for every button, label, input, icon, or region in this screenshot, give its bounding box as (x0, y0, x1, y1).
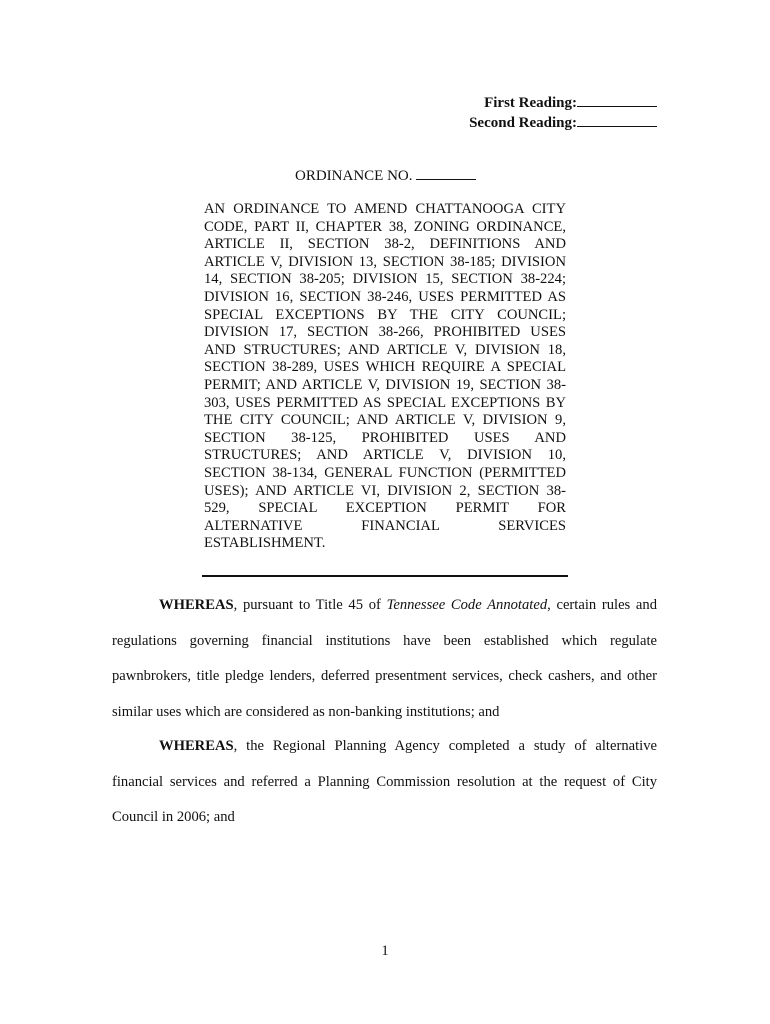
second-reading-blank (577, 113, 657, 127)
first-reading-blank (577, 93, 657, 107)
whereas-paragraph-1 (112, 588, 657, 730)
whereas-lead-1: WHEREAS (159, 597, 234, 613)
ordinance-number-line (295, 166, 476, 186)
whereas-lead-2: WHEREAS (159, 738, 234, 754)
para1-italic-citation: Tennessee Code Annotated (386, 597, 548, 613)
para1-text-after: , certain rules and regulations governing financial institutions have been established which regulate pawnbrokers, title pledge lenders, deferred presentment services, check cashers, and other similar uses which are considered as non-banking institutions; and (112, 597, 657, 720)
second-reading-line (469, 113, 657, 133)
ordinance-number-blank (416, 166, 476, 180)
whereas-paragraph-2 (112, 729, 657, 836)
para2-text: , the Regional Planning Agency completed a study of alternative financial services and referred a Planning Commission resolution at the request of City Council in 2006; and (112, 738, 657, 825)
para1-text-before: , pursuant to Title 45 of (233, 597, 387, 613)
first-reading-line (469, 93, 657, 113)
caption-divider (202, 575, 568, 577)
reading-dates-block (469, 93, 657, 133)
ordinance-caption: AN ORDINANCE TO AMEND CHATTANOOGA CITY CODE, PART II, CHAPTER 38, ZONING ORDINANCE, ARTICLE II, SECTION 38-2, DEFINITIONS AND ARTICLE V, DIVISION 13, SECTION 38-185; DIVISION 14, SECTION 38-205; DIVISION 15, SECTION 38-224; DIVISION 16, SECTION 38-246, USES PERMITTED AS SPECIAL EXCEPTIONS BY THE CITY COUNCIL; DIVISION 17, SECTION 38-266, PROHIBITED USES AND STRUCTURES; AND ARTICLE V, DIVISION 18, SECTION 38-289, USES WHICH REQUIRE A SPECIAL PERMIT; AND ARTICLE V, DIVISION 19, SECTION 38-303, USES PERMITTED AS SPECIAL EXCEPTIONS BY THE CITY COUNCIL; AND ARTICLE V, DIVISION 9, SECTION 38-125, PROHIBITED USES AND STRUCTURES; AND ARTICLE V, DIVISION 10, SECTION 38-134, GENERAL FUNCTION (PERMITTED USES); AND ARTICLE VI, DIVISION 2, SECTION 38-529, SPECIAL EXCEPTION PERMIT FOR ALTERNATIVE FINANCIAL SERVICES ESTABLISHMENT. (204, 201, 566, 552)
first-reading-label: First Reading: (484, 95, 577, 111)
second-reading-label: Second Reading: (469, 115, 577, 131)
page-number: 1 (381, 943, 389, 959)
ordinance-number-label: ORDINANCE NO. (295, 168, 413, 184)
